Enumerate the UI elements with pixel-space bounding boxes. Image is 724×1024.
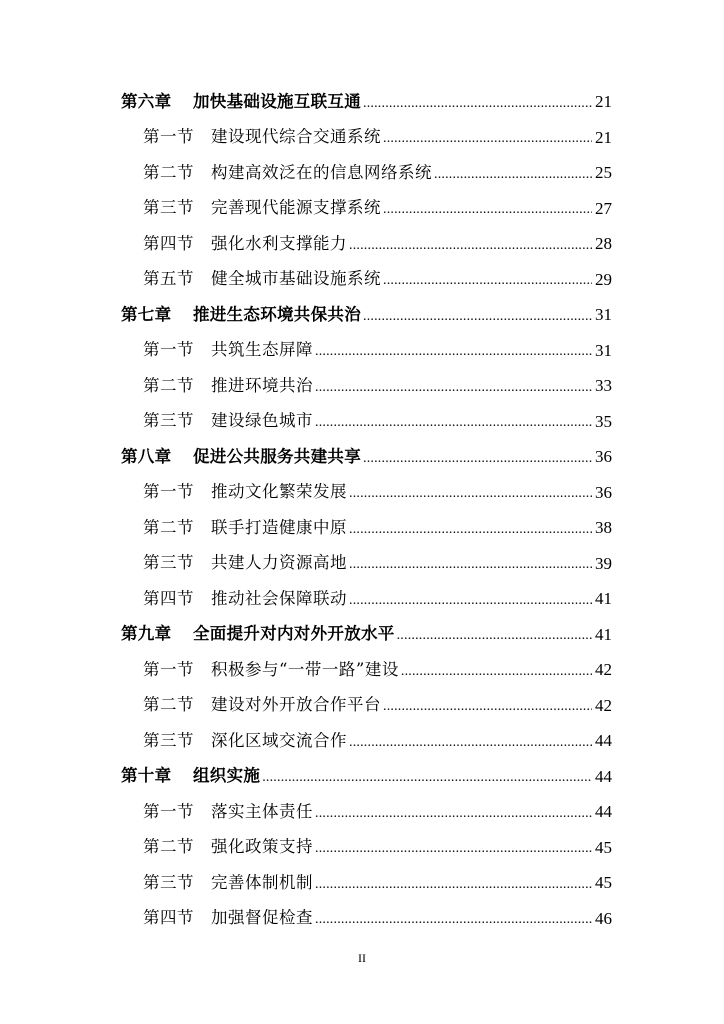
toc-entry-page: 36: [595, 447, 612, 467]
toc-entry-page: 44: [595, 766, 612, 786]
toc-entry-page: 44: [595, 731, 612, 751]
toc-entry-number: 第一节: [143, 659, 194, 679]
toc-entry-page: 27: [595, 198, 612, 218]
toc-entry-page: 31: [595, 305, 612, 325]
toc-section-entry[interactable]: [0, 368, 724, 404]
toc-entry-number: 第二节: [143, 375, 194, 395]
toc-section-entry[interactable]: [0, 581, 724, 617]
page-number: II: [358, 951, 366, 965]
toc-entry-number: 第二节: [143, 695, 194, 714]
toc-entry-title: 共筑生态屏障: [211, 340, 313, 359]
toc-dot-leader: [315, 878, 592, 892]
toc-entry-page: 29: [595, 269, 612, 289]
toc-dot-leader: [349, 239, 592, 253]
toc-chapter-entry[interactable]: [0, 617, 724, 653]
toc-dot-leader: [363, 97, 592, 111]
toc-dot-leader: [315, 842, 592, 856]
table-of-contents: [0, 84, 724, 936]
toc-section-entry[interactable]: [0, 404, 724, 440]
toc-section-entry[interactable]: [0, 901, 724, 937]
toc-entry-title: 全面提升对内对外开放水平: [193, 624, 395, 643]
toc-entry-number: 第一节: [143, 127, 194, 146]
toc-section-entry[interactable]: [0, 794, 724, 830]
toc-entry-title: 健全城市基础设施系统: [211, 269, 381, 288]
toc-entry-number: 第三节: [143, 198, 194, 217]
toc-entry-title: 联手打造健康中原: [211, 517, 347, 537]
toc-entry-page: 25: [595, 163, 612, 183]
toc-entry-number: 第一节: [143, 801, 194, 821]
toc-entry-number: 第七章: [121, 304, 172, 324]
toc-section-entry[interactable]: [0, 688, 724, 724]
toc-entry-title: 加强督促检查: [211, 908, 313, 927]
toc-entry-number: 第一节: [143, 482, 194, 501]
toc-entry-number: 第三节: [143, 872, 194, 892]
toc-entry-title: 推动文化繁荣发展: [211, 482, 347, 501]
toc-entry-page: 39: [595, 553, 612, 573]
toc-entry-page: 31: [595, 340, 612, 360]
toc-entry-page: 35: [595, 411, 612, 431]
toc-chapter-entry[interactable]: [0, 439, 724, 475]
toc-section-entry[interactable]: [0, 510, 724, 546]
toc-entry-page: 41: [595, 589, 612, 609]
toc-dot-leader: [315, 807, 592, 821]
toc-entry-title: 完善现代能源支撑系统: [211, 198, 381, 217]
toc-dot-leader: [383, 274, 592, 288]
toc-entry-number: 第二节: [143, 837, 194, 856]
toc-section-entry[interactable]: [0, 475, 724, 511]
toc-chapter-entry[interactable]: [0, 297, 724, 333]
toc-entry-title: 加快基础设施互联互通: [193, 91, 361, 111]
toc-entry-title: 强化水利支撑能力: [211, 233, 347, 253]
toc-section-entry[interactable]: [0, 723, 724, 759]
toc-entry-page: 28: [595, 234, 612, 254]
toc-entry-title: 强化政策支持: [211, 837, 313, 856]
toc-entry-title: 推进环境共治: [211, 375, 313, 395]
toc-entry-page: 38: [595, 518, 612, 538]
toc-entry-page: 36: [595, 482, 612, 502]
toc-dot-leader: [363, 310, 592, 324]
toc-section-entry[interactable]: [0, 120, 724, 156]
toc-entry-title: 建设对外开放合作平台: [211, 695, 381, 714]
toc-entry-title: 共建人力资源高地: [211, 553, 347, 572]
toc-dot-leader: [315, 913, 592, 927]
toc-entry-number: 第四节: [143, 233, 194, 253]
toc-entry-number: 第二节: [143, 517, 194, 537]
toc-dot-leader: [349, 558, 592, 572]
toc-entry-title: 建设绿色城市: [211, 411, 313, 430]
toc-dot-leader: [315, 381, 592, 395]
toc-dot-leader: [434, 168, 592, 182]
toc-entry-number: 第五节: [143, 269, 194, 288]
toc-entry-page: 41: [595, 624, 612, 644]
toc-entry-title: 完善体制机制: [211, 872, 313, 892]
toc-entry-page: 46: [595, 908, 612, 928]
toc-dot-leader: [349, 594, 592, 608]
toc-entry-page: 33: [595, 376, 612, 396]
toc-section-entry[interactable]: [0, 652, 724, 688]
toc-section-entry[interactable]: [0, 191, 724, 227]
toc-entry-page: 21: [595, 127, 612, 147]
toc-entry-number: 第六章: [121, 91, 172, 111]
toc-dot-leader: [315, 416, 592, 430]
toc-entry-title: 促进公共服务共建共享: [193, 446, 361, 466]
toc-entry-page: 45: [595, 837, 612, 857]
toc-entry-title: 推进生态环境共保共治: [193, 304, 361, 324]
toc-entry-page: 42: [595, 660, 612, 680]
toc-entry-title: 积极参与“一带一路”建设: [211, 659, 399, 679]
toc-dot-leader: [383, 132, 592, 146]
toc-section-entry[interactable]: [0, 546, 724, 582]
toc-entry-number: 第四节: [143, 908, 194, 927]
toc-dot-leader: [349, 523, 592, 537]
toc-section-entry[interactable]: [0, 155, 724, 191]
toc-entry-number: 第九章: [121, 624, 172, 643]
toc-chapter-entry[interactable]: [0, 84, 724, 120]
toc-entry-title: 落实主体责任: [211, 801, 313, 821]
toc-section-entry[interactable]: [0, 262, 724, 298]
toc-dot-leader: [397, 629, 592, 643]
toc-entry-number: 第三节: [143, 411, 194, 430]
toc-entry-page: 42: [595, 695, 612, 715]
toc-section-entry[interactable]: [0, 865, 724, 901]
toc-entry-number: 第三节: [143, 730, 194, 750]
toc-section-entry[interactable]: [0, 226, 724, 262]
toc-section-entry[interactable]: [0, 333, 724, 369]
toc-entry-title: 深化区域交流合作: [211, 730, 347, 750]
toc-entry-number: 第八章: [121, 446, 172, 466]
toc-entry-number: 第四节: [143, 588, 194, 608]
toc-chapter-entry[interactable]: [0, 759, 724, 795]
toc-entry-title: 建设现代综合交通系统: [211, 127, 381, 146]
toc-entry-title: 构建高效泛在的信息网络系统: [211, 162, 432, 182]
toc-entry-title: 推动社会保障联动: [211, 588, 347, 608]
toc-entry-page: 21: [595, 92, 612, 112]
toc-entry-page: 45: [595, 873, 612, 893]
toc-dot-leader: [383, 203, 592, 217]
toc-dot-leader: [349, 736, 592, 750]
toc-entry-number: 第一节: [143, 340, 194, 359]
toc-dot-leader: [349, 487, 592, 501]
toc-entry-number: 第十章: [121, 766, 172, 785]
toc-section-entry[interactable]: [0, 830, 724, 866]
toc-dot-leader: [315, 345, 592, 359]
toc-dot-leader: [383, 700, 592, 714]
toc-entry-number: 第三节: [143, 553, 194, 572]
toc-dot-leader: [401, 665, 592, 679]
toc-dot-leader: [363, 452, 592, 466]
toc-dot-leader: [262, 771, 592, 785]
toc-entry-page: 44: [595, 802, 612, 822]
toc-entry-number: 第二节: [143, 162, 194, 182]
toc-entry-title: 组织实施: [193, 766, 261, 785]
